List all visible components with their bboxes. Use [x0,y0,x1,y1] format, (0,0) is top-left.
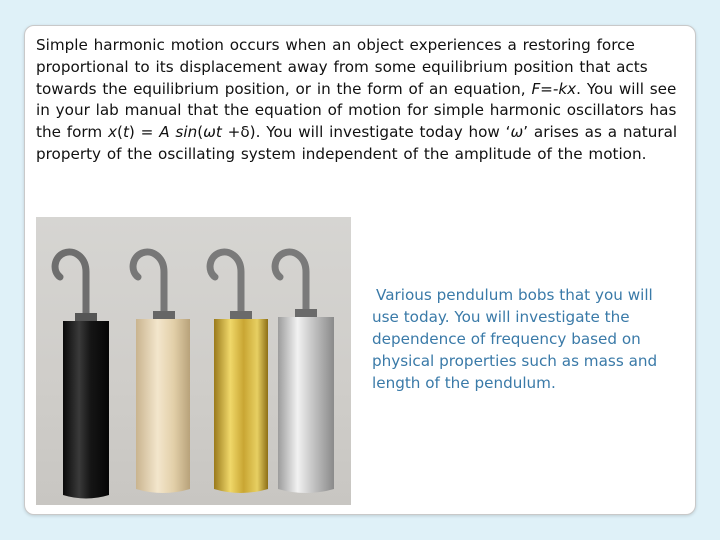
force-equation: F=-kx [531,79,577,98]
intro-text-part3: ’ arises as a natural property of the oscillating system independent of the amplitude of the motion. [36,123,678,163]
omega-symbol: ω [510,123,524,142]
eq-t: t [122,123,129,142]
eq-x: x [108,123,117,142]
pendulum-bobs-illustration [36,217,351,505]
eq-phase-and-text: +δ). You will investigate today how ‘ [221,123,511,142]
eq-amplitude-sin: A sin [159,123,198,142]
wood-bob [133,252,190,493]
intro-paragraph [36,35,686,166]
caption-text: Various pendulum bobs that you will use today. You will investigate the dependence of frequency based on physical properties such as mass and length of the pendulum. [372,286,658,392]
intro-text-part2: . You will see in your lab manual that the equation of motion for simple harmonic oscillators has the form [36,79,677,142]
intro-text-part1: Simple harmonic motion occurs when an object experiences a restoring force proportional to its displacement away from some equilibrium position that acts towards the equilibrium position, or in the form of an equation, [36,36,648,98]
eq-equals: ) = [128,123,160,142]
slide-panel [24,25,696,515]
eq-omega-t: ωt [203,123,222,142]
brass-bob [210,252,268,493]
eq-paren-open-2: ( [197,123,204,142]
eq-paren-open: ( [117,123,123,142]
aluminum-bob [275,252,334,493]
pendulum-bobs-photo [36,217,351,505]
black-bob [55,252,109,499]
photo-caption [372,285,672,395]
